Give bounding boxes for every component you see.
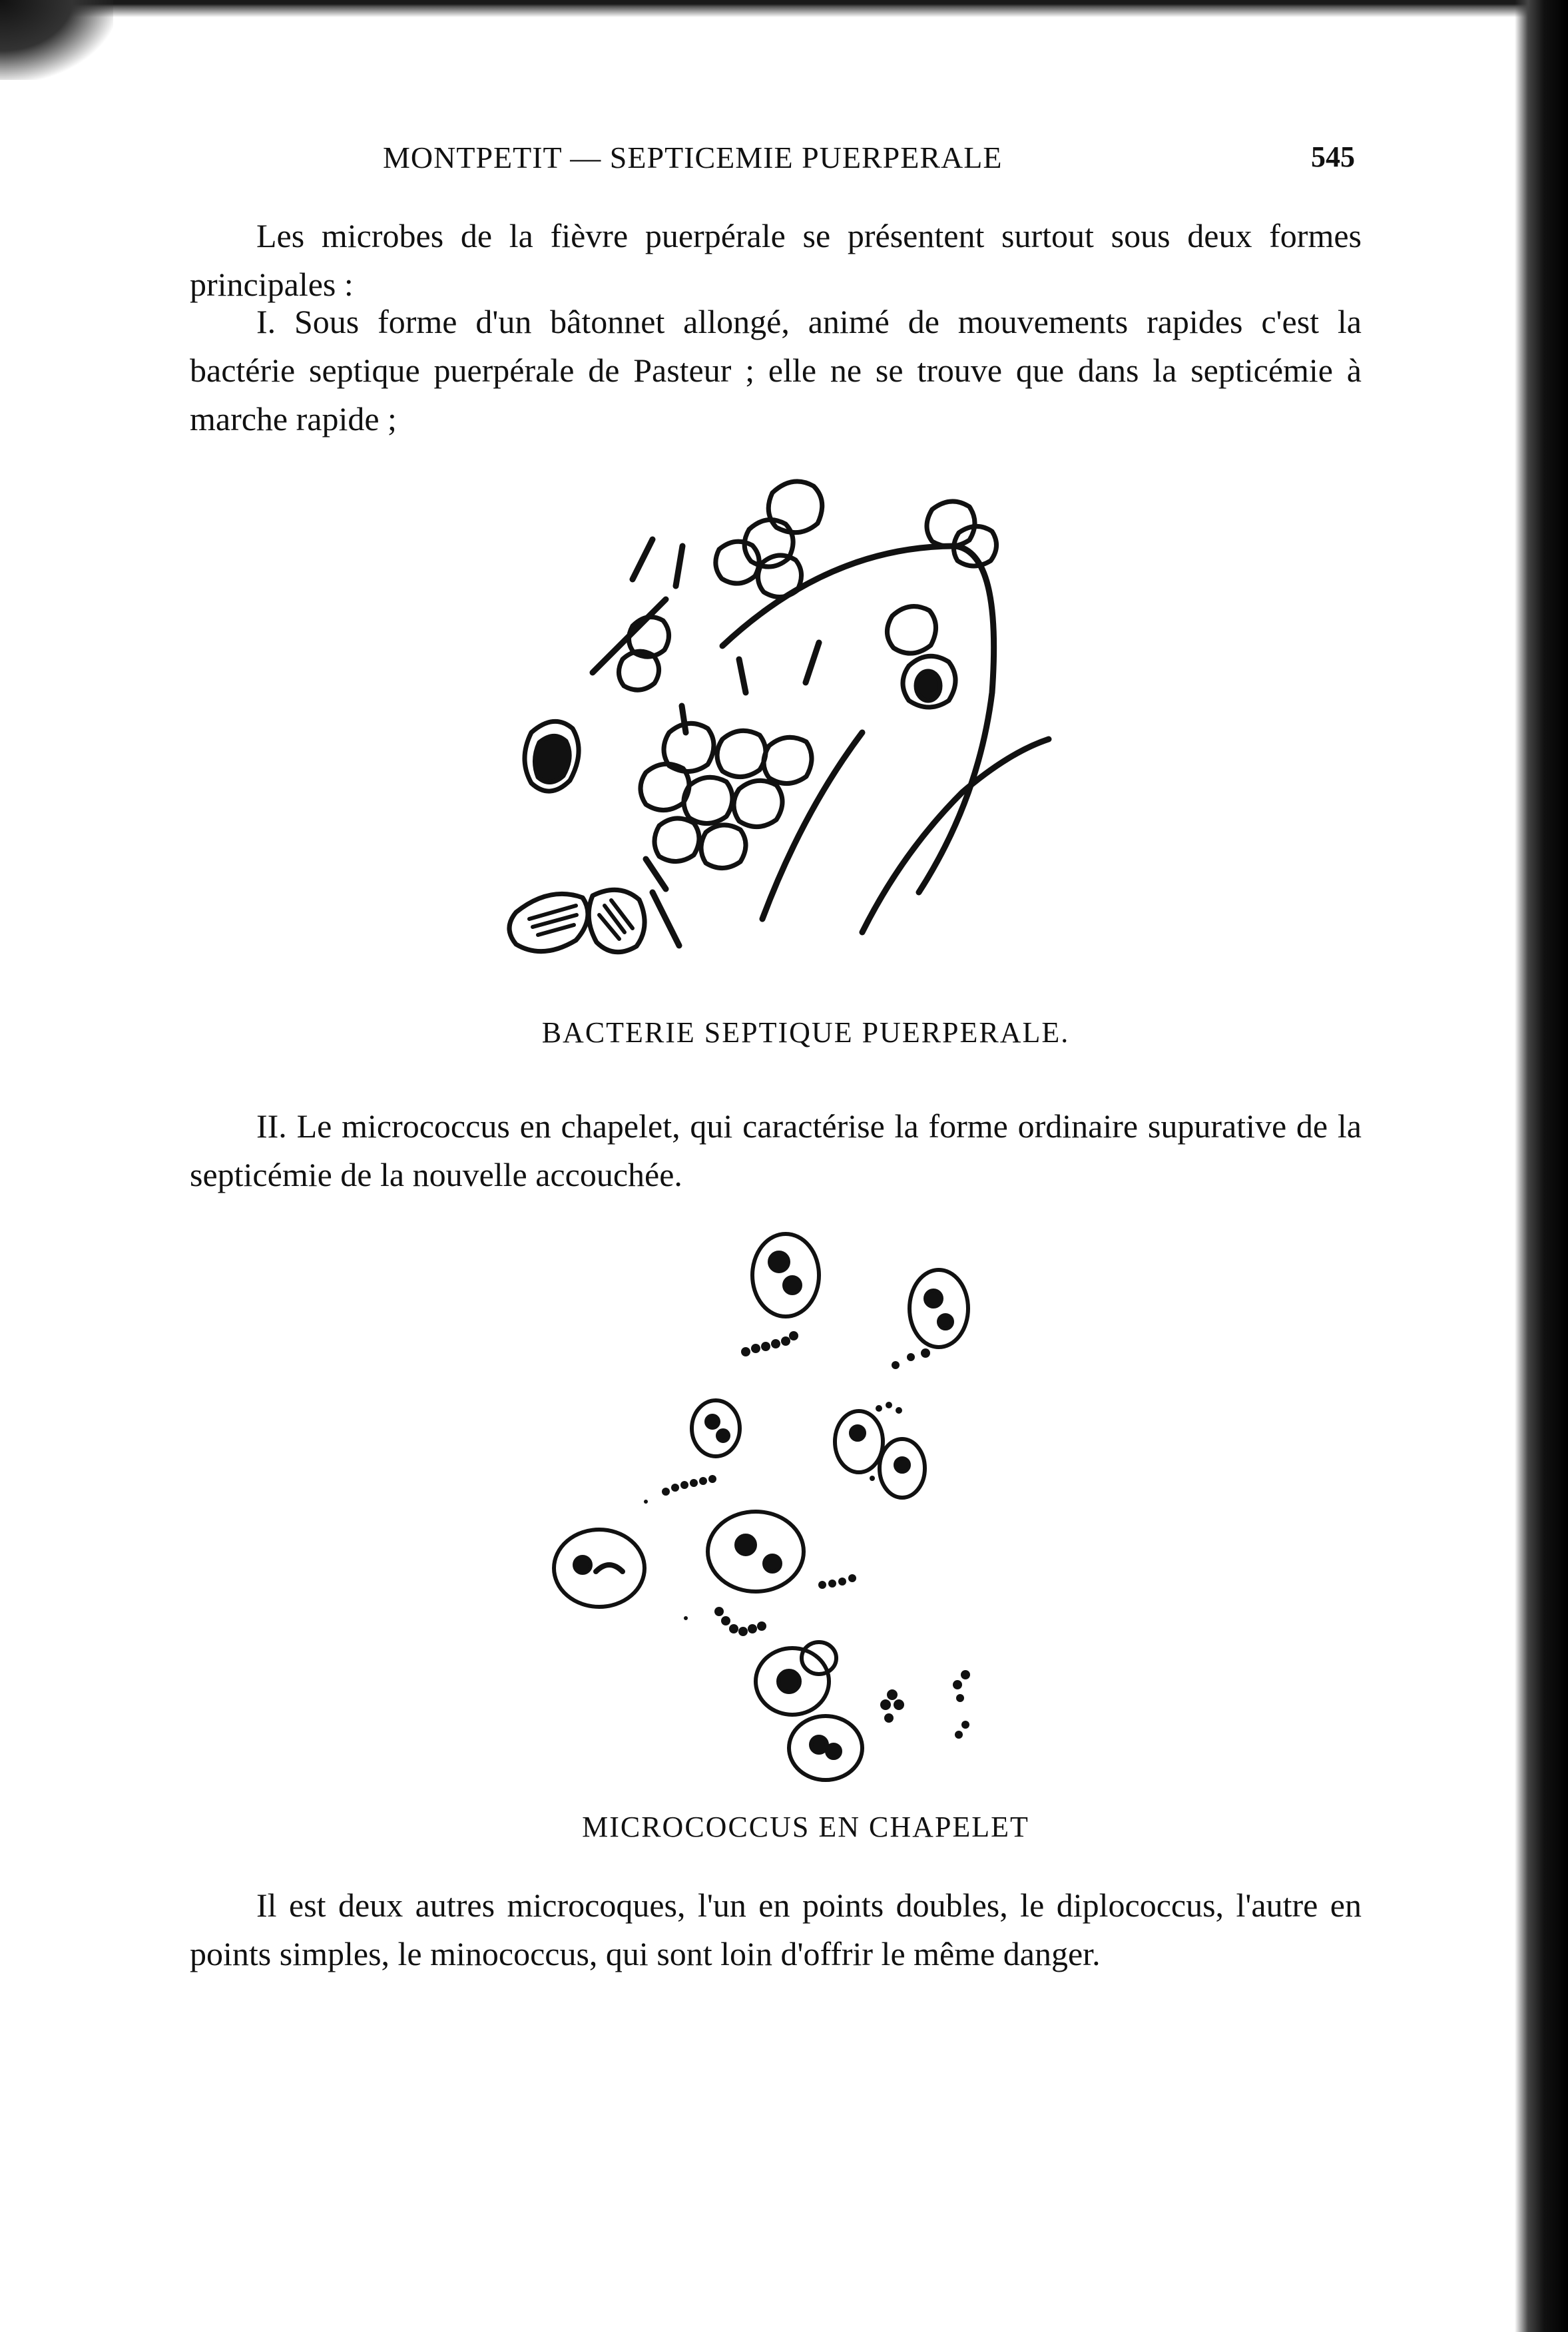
scan-binding-edge [1515,0,1568,2332]
bacteria-rods [593,539,1049,946]
cell-cluster-center [641,723,812,868]
figure-two-caption: MICROCOCCUS EN CHAPELET [582,1811,1029,1843]
running-head: MONTPETIT — SEPTICEMIE PUERPERALE [383,141,1003,174]
scan-corner-shadow [0,0,113,80]
nucleated-cell-left [525,721,579,791]
paragraph-intro [190,212,1362,309]
paragraph-form-one [190,298,1362,443]
cell-cluster-right [887,501,996,707]
page-header [383,140,1355,186]
paragraph-form-two [190,1102,1362,1199]
bacteria-illustration [493,453,1079,1012]
paragraph-intro-text: Les microbes de la fièvre puerpérale se présentent surtout sous deux formes principales : [190,217,1362,303]
coccus-chains [644,1331,970,1739]
micrococcus-illustration [526,1199,1005,1785]
cell-cluster-top [619,481,822,690]
paragraph-form-one-text: I. Sous forme d'un bâtonnet allongé, animé de mouvements rapides c'est la bactérie septique puerpérale de Pasteur ; elle ne se trouve que dans la septicémie à marche rapide ; [190,303,1362,437]
scan-top-shadow [0,0,1568,17]
hatched-cells-bottom [509,890,645,952]
page-number: 545 [1311,141,1355,173]
leukocyte-cells [554,1234,968,1780]
figure-one-caption: BACTERIE SEPTIQUE PUERPERALE. [541,1016,1070,1049]
paragraph-form-two-text: II. Le micrococcus en chapelet, qui caractérise la forme ordinaire supurative de la septicémie de la nouvelle accouchée. [190,1107,1362,1193]
paragraph-closing [190,1881,1362,1978]
paragraph-closing-text: Il est deux autres microcoques, l'un en points doubles, le diplococcus, l'autre en points simples, le minococcus, qui sont loin d'offrir le même danger. [190,1887,1362,1972]
